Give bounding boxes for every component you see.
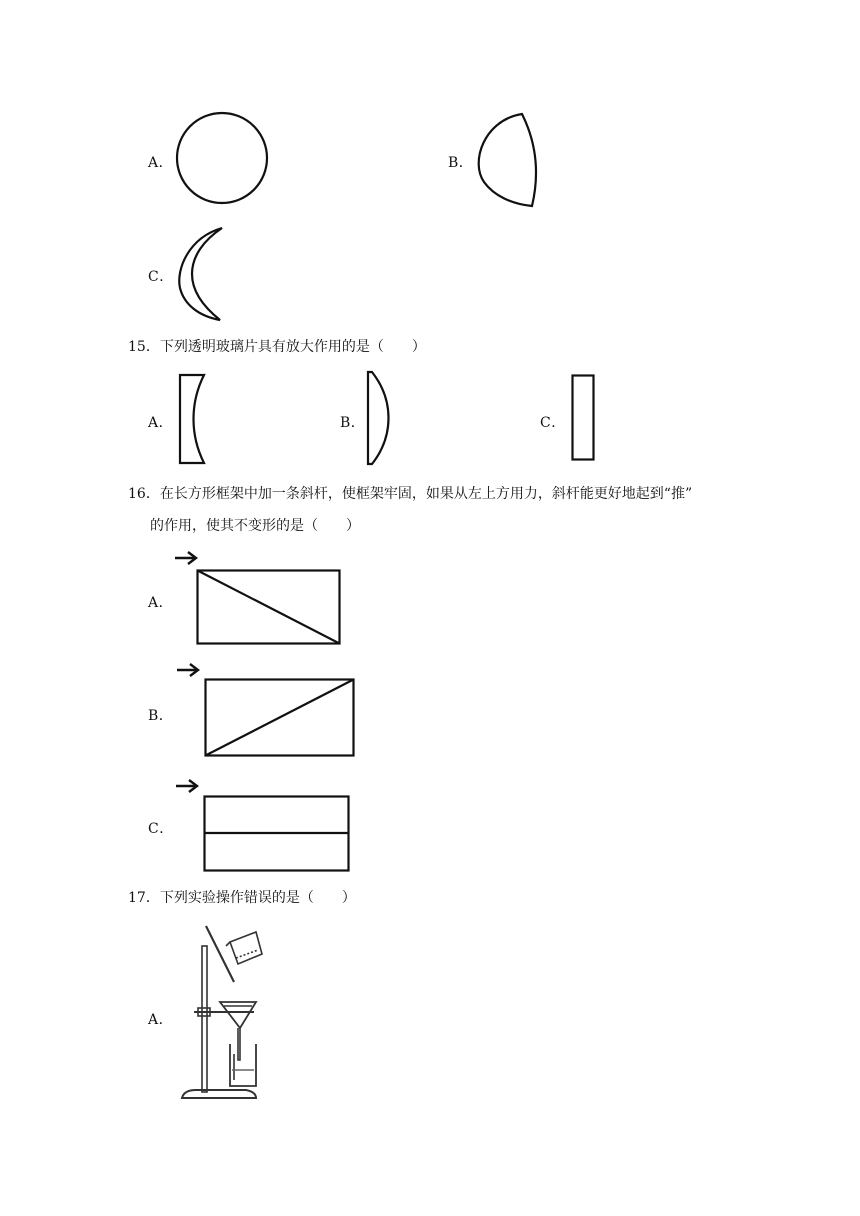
- q14-option-a-label: A．: [148, 155, 174, 171]
- q14-option-b-half-moon-figure: [474, 112, 538, 208]
- q17-question-text: 17．下列实验操作错误的是（ ）: [128, 890, 356, 906]
- q16-option-a-arrow-icon: [174, 550, 200, 566]
- q16-option-c-frame-figure: [203, 795, 351, 873]
- q16-option-b-label: B．: [148, 708, 174, 724]
- q15-question-text: 15．下列透明玻璃片具有放大作用的是（ ）: [128, 339, 426, 355]
- q14-option-c-label: C．: [148, 269, 174, 285]
- q16-option-b-arrow-icon: [176, 662, 202, 678]
- q16-option-c-label: C．: [148, 821, 174, 837]
- q14-option-b-label: B．: [448, 155, 474, 171]
- q16-question-line1: 16．在长方形框架中加一条斜杆，使框架牢固，如果从左上方用力，斜杆能更好地起到“推”: [128, 486, 693, 502]
- q16-option-b-frame-figure: [204, 678, 356, 758]
- q15-option-b-label: B．: [340, 415, 366, 431]
- q16-option-a-frame-figure: [196, 569, 342, 647]
- q16-option-a-label: A．: [148, 595, 174, 611]
- q15-option-a-label: A．: [148, 415, 174, 431]
- q15-option-c-flat-plate-figure: [571, 374, 597, 462]
- q14-option-c-crescent-figure: [174, 226, 226, 322]
- q17-option-a-filtration-apparatus-figure: [176, 920, 266, 1108]
- q16-question-line2: 的作用，使其不变形的是（ ）: [150, 518, 360, 534]
- q15-option-c-label: C．: [540, 415, 566, 431]
- q16-option-c-arrow-icon: [175, 778, 201, 794]
- q15-option-a-concave-lens-figure: [178, 373, 210, 465]
- q15-option-b-convex-lens-figure: [366, 370, 392, 466]
- q17-option-a-label: A．: [148, 1012, 174, 1028]
- q14-option-a-circle-figure: [176, 114, 270, 202]
